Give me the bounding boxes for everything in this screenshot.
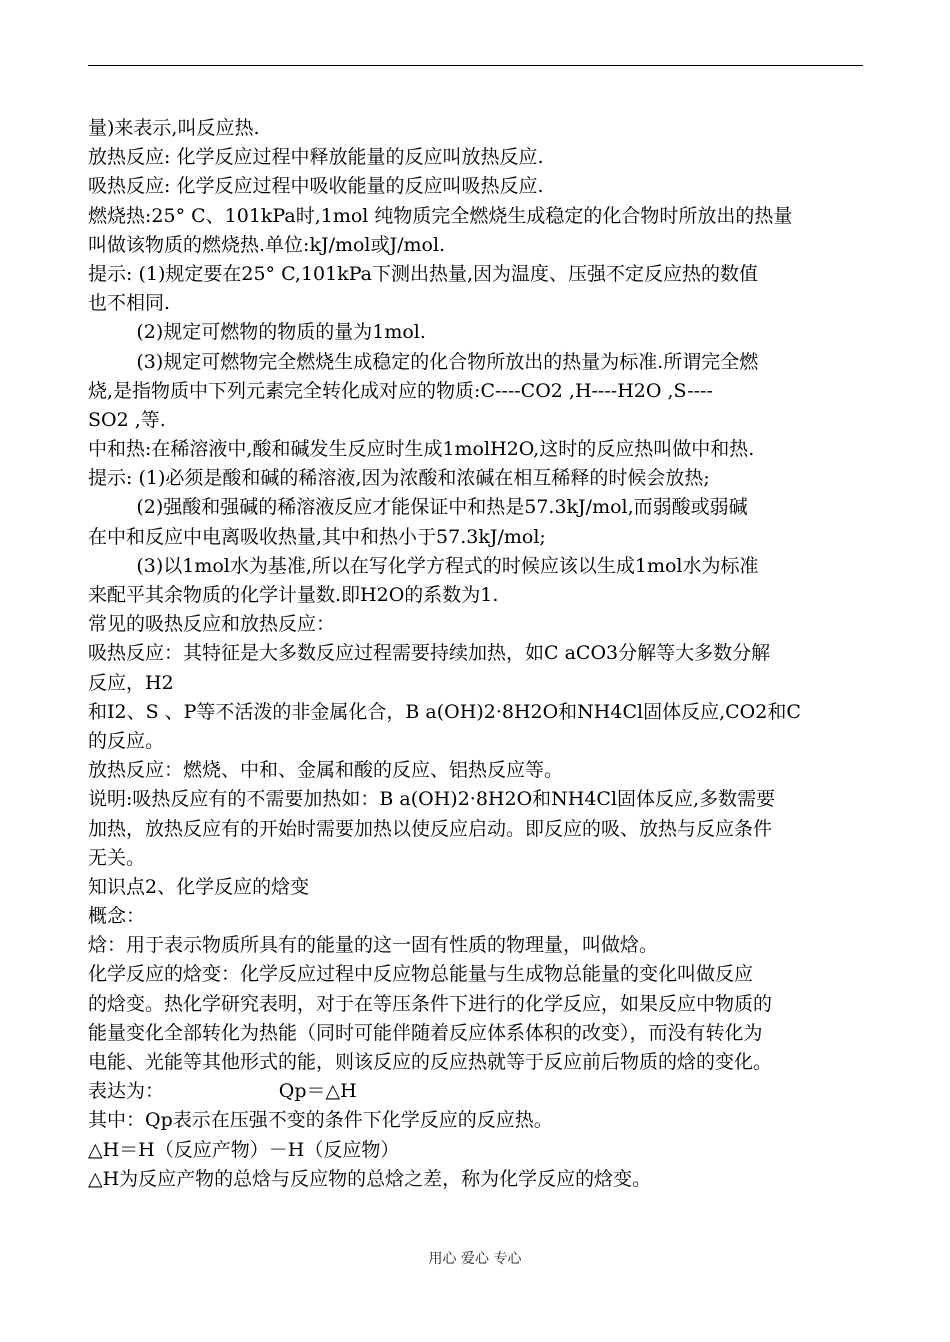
text-line: 和I2、S 、P等不活泼的非金属化合，B a(OH)2·8H2O和NH4Cl固体反应,CO2和C [88, 700, 801, 723]
text-line: 的反应。 [88, 729, 165, 752]
text-line: 烧,是指物质中下列元素完全转化成对应的物质:C----CO2 ,H----H2O ,S---- [88, 379, 713, 402]
text-line: 吸热反应: 化学反应过程中吸收能量的反应叫吸热反应. [88, 175, 544, 198]
text-line: (2)强酸和强碱的稀溶液反应才能保证中和热是57.3kJ/mol,而弱酸或弱碱 [88, 496, 748, 519]
text-line: (3)规定可燃物完全燃烧生成稳定的化合物所放出的热量为标准.所谓完全燃 [88, 350, 759, 373]
text-line: 放热反应：燃烧、中和、金属和酸的反应、铝热反应等。 [88, 759, 564, 782]
text-line: 吸热反应：其特征是大多数反应过程需要持续加热，如C aCO3分解等大多数分解 [88, 642, 771, 665]
text-line: 叫做该物质的燃烧热.单位:kJ/mol或J/mol. [88, 233, 446, 256]
text-line: 无关。 [88, 846, 146, 869]
document-body [88, 114, 868, 1194]
text-line: 放热反应: 化学反应过程中释放能量的反应叫放热反应. [88, 146, 544, 169]
text-line: (2)规定可燃物的物质的量为1mol. [88, 321, 426, 344]
text-line: 表达为： Qp＝△H [88, 1080, 357, 1103]
text-line: 提示: (1)必须是酸和碱的稀溶液,因为浓酸和浓碱在相互稀释的时候会放热; [88, 467, 710, 490]
text-line: 化学反应的焓变：化学反应过程中反应物总能量与生成物总能量的变化叫做反应 [88, 963, 754, 986]
text-line: (3)以1mol水为基准,所以在写化学方程式的时候应该以生成1mol水为标准 [88, 554, 759, 577]
text-line: 也不相同. [88, 292, 171, 315]
text-line: 焓：用于表示物质所具有的能量的这一固有性质的物理量，叫做焓。 [88, 934, 659, 957]
text-line: 反应，H2 [88, 671, 174, 694]
text-line: △H为反应产物的总焓与反应物的总焓之差，称为化学反应的焓变。 [88, 1167, 652, 1190]
text-line: 能量变化全部转化为热能（同时可能伴随着反应体系体积的改变），而没有转化为 [88, 1021, 763, 1044]
text-line: 电能、光能等其他形式的能，则该反应的反应热就等于反应前后物质的焓的变化。 [88, 1051, 773, 1073]
page-footer: 用心 爱心 专心 [428, 1251, 522, 1267]
text-line: SO2 ,等. [88, 408, 166, 431]
text-line: 常见的吸热反应和放热反应： [88, 613, 336, 636]
text-line: 说明:吸热反应有的不需要加热如：B a(OH)2·8H2O和NH4Cl固体反应,多数需要 [88, 788, 776, 811]
text-line: 其中：Qp表示在压强不变的条件下化学反应的反应热。 [88, 1109, 553, 1132]
text-line: 量)来表示,叫反应热. [88, 117, 260, 139]
text-line: 加热，放热反应有的开始时需要加热以使反应启动。即反应的吸、放热与反应条件 [88, 817, 773, 840]
text-line: 中和热:在稀溶液中,酸和碱发生反应时生成1molH2O,这时的反应热叫做中和热. [88, 438, 755, 461]
header-rule [88, 65, 863, 66]
text-line: △H＝H（反应产物）－H（反应物） [88, 1138, 400, 1161]
text-line: 概念： [88, 905, 146, 928]
text-line: 来配平其余物质的化学计量数.即H2O的系数为1. [88, 584, 499, 606]
text-line: 在中和反应中电离吸收热量,其中和热小于57.3kJ/mol; [88, 525, 546, 548]
text-line: 燃烧热:25° C、101kPa时,1mol 纯物质完全燃烧生成稳定的化合物时所放出的热量 [88, 204, 793, 227]
text-line: 知识点2、化学反应的焓变 [88, 875, 310, 898]
text-line: 的焓变。热化学研究表明，对于在等压条件下进行的化学反应，如果反应中物质的 [88, 992, 773, 1015]
text-line: 提示: (1)规定要在25° C,101kPa下测出热量,因为温度、压强不定反应热的数值 [88, 262, 759, 285]
